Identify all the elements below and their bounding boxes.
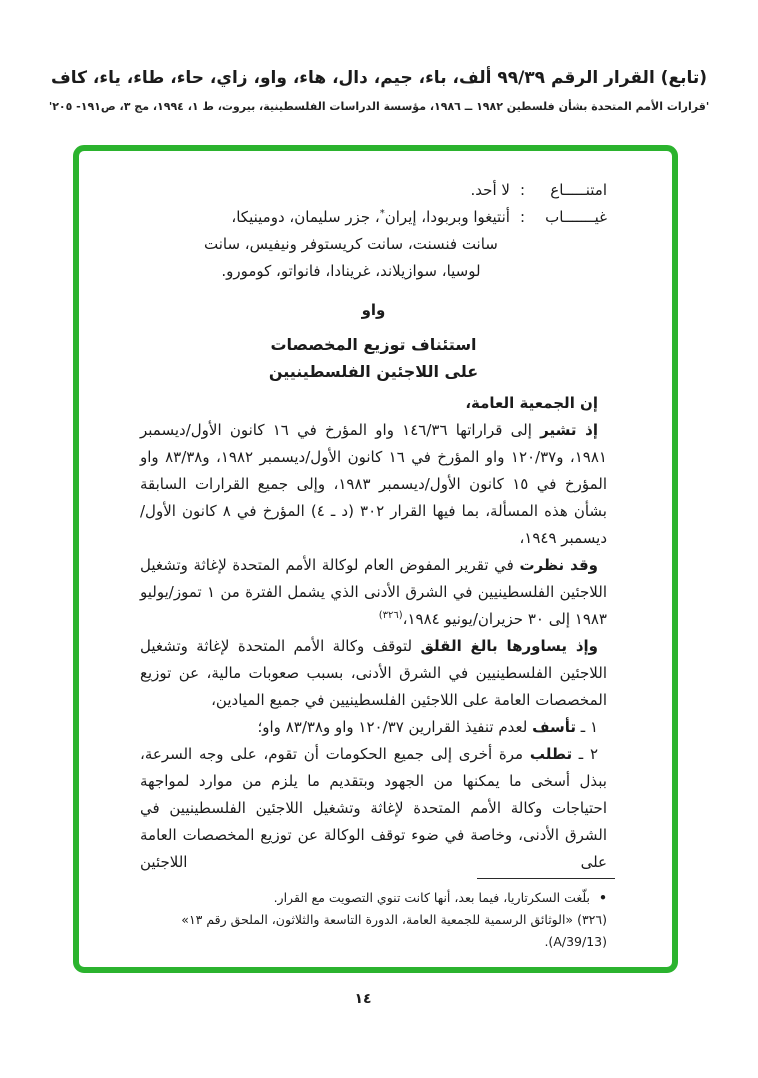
absent-countries-part2: ، جزر سليمان، دومينيكا، — [231, 208, 380, 226]
footnotes-block — [140, 878, 607, 953]
paragraph-lead: تأسف — [532, 718, 576, 736]
paragraph-text: لتوقف وكالة الأمم المتحدة لإغاثة وتشغيل اللاجئين الفلسطينيين في الشرق الأدنى، بسبب صعوبات مالية، عن توزيع المخصصات العامة على اللاجئين الفلسطينيين في جميع الميادين، — [140, 637, 607, 709]
absent-countries-part1: أنتيغوا وبربودا، إيران — [384, 208, 510, 226]
resolution-text-block — [140, 177, 607, 876]
footnote-reference-326: (٣٢٦) — [378, 610, 403, 621]
paragraph-text: مرة أخرى إلى جميع الحكومات أن تقوم، على وجه السرعة، ببذل أسخى ما يمكنها من الجهود وبتقديم ما يلزم من موارد لمواجهة احتياجات وكالة الأمم المتحدة لإغاثة وتشغيل اللاجئين الفلسطينيين في الشرق الأدنى، وخاصة في ضوء توقف الوكالة عن توزيع المخصصات العامة على اللاجئين — [140, 745, 607, 871]
vote-absent-value — [192, 204, 510, 285]
opening-line: إن الجمعية العامة، — [465, 394, 598, 412]
vote-colon: : — [519, 181, 525, 199]
body-paragraph-having-considered — [140, 552, 607, 633]
paragraph-lead: تطلب — [529, 745, 573, 763]
footnote-326-row — [140, 909, 607, 953]
paragraph-text: إلى قراراتها ١٤٦/٣٦ واو المؤرخ في ١٦ كانون الأول/ديسمبر ١٩٨١، و١٢٠/٣٧ واو المؤرخ في ١٦ كانون الأول/ديسمبر ١٩٨٢، و٨٣/٣٨ واو المؤرخ في ١٥ كانون الأول/ديسمبر ١٩٨٣، وإلى جميع القرارات السابقة بشأن هذه المسألة، بما فيها القرار ٣٠٢ (د ـ ٤) المؤرخ في ٨ كانون الأول/ديسمبر ١٩٤٩، — [140, 421, 607, 547]
item-number: ١ ـ — [576, 718, 598, 736]
section-title-line2: على اللاجئين الفلسطينيين — [268, 362, 479, 381]
footnote-star-row — [140, 887, 607, 909]
vote-abstain-value: لا أحد. — [470, 181, 510, 199]
footnote-326-marker: (٣٢٦) — [577, 912, 607, 927]
paragraph-text: في تقرير المفوض العام لوكالة الأمم المتحدة لإغاثة وتشغيل اللاجئين الفلسطينيين في الشرق الأدنى الذي يشمل الفترة من ١ تموز/يوليو ١٩٨٣ إلى ٣٠ حزيران/يونيو ١٩٨٤، — [140, 556, 607, 628]
footnote-326-text: «الوثائق الرسمية للجمعية العامة، الدورة التاسعة والثلاثون، الملحق رقم ١٣» (A/39/13). — [181, 912, 607, 949]
vote-abstain-label: امتنـــــاع — [550, 181, 607, 199]
vote-absent-line1 — [192, 204, 510, 231]
vote-absent-line2: سانت فنسنت، سانت كريستوفر ونيفيس، سانت — [204, 235, 498, 253]
section-title-line1: استئناف توزيع المخصصات — [270, 335, 477, 354]
paragraph-lead: وإذ يساورها بالغ القلق — [420, 637, 598, 655]
body-paragraph-deeply-concerned — [140, 633, 607, 714]
vote-absent-row — [140, 204, 607, 285]
footnote-star-text: بلّغت السكرتاريا، فيما بعد، أنها كانت تنوي التصويت مع القرار. — [273, 890, 590, 905]
page-header-source-citation: 'قرارات الأمم المتحدة بشأن فلسطين ١٩٨٢ ــ ١٩٨٦، مؤسسة الدراسات الفلسطينية، بيروت، ط ١، ١٩٩٤، مج ٣، ص١٩١- ٢٠٥' — [48, 100, 710, 113]
body-paragraph-item-1 — [140, 714, 607, 741]
page-number: ١٤ — [354, 991, 372, 1007]
vote-colon: : — [519, 208, 525, 226]
footnote-divider-rule — [477, 878, 615, 879]
green-highlight-frame — [73, 145, 678, 973]
vote-absent-line3: لوسيا، سوازيلاند، غرينادا، فانواتو، كومورو. — [221, 262, 481, 280]
vote-abstain-row — [140, 177, 607, 204]
body-paragraph-recalling — [140, 417, 607, 552]
section-letter-waw: واو — [361, 301, 386, 319]
page-header-title: (تابع) القرار الرقم ٩٩/٣٩ ألف، باء، جيم، دال، هاء، واو، زاي، حاء، طاء، ياء، كاف — [51, 68, 707, 88]
item-number: ٢ ـ — [572, 745, 598, 763]
body-paragraph-item-2 — [140, 741, 607, 876]
footnote-star-marker: • — [599, 890, 607, 905]
paragraph-text: لعدم تنفيذ القرارين ١٢٠/٣٧ واو و٨٣/٣٨ واو؛ — [257, 718, 533, 736]
paragraph-lead: إذ تشير — [540, 421, 598, 439]
iran-footnote-star: * — [379, 208, 385, 219]
paragraph-lead: وقد نظرت — [519, 556, 598, 574]
vote-absent-label: غيـــــــاب — [545, 208, 607, 226]
